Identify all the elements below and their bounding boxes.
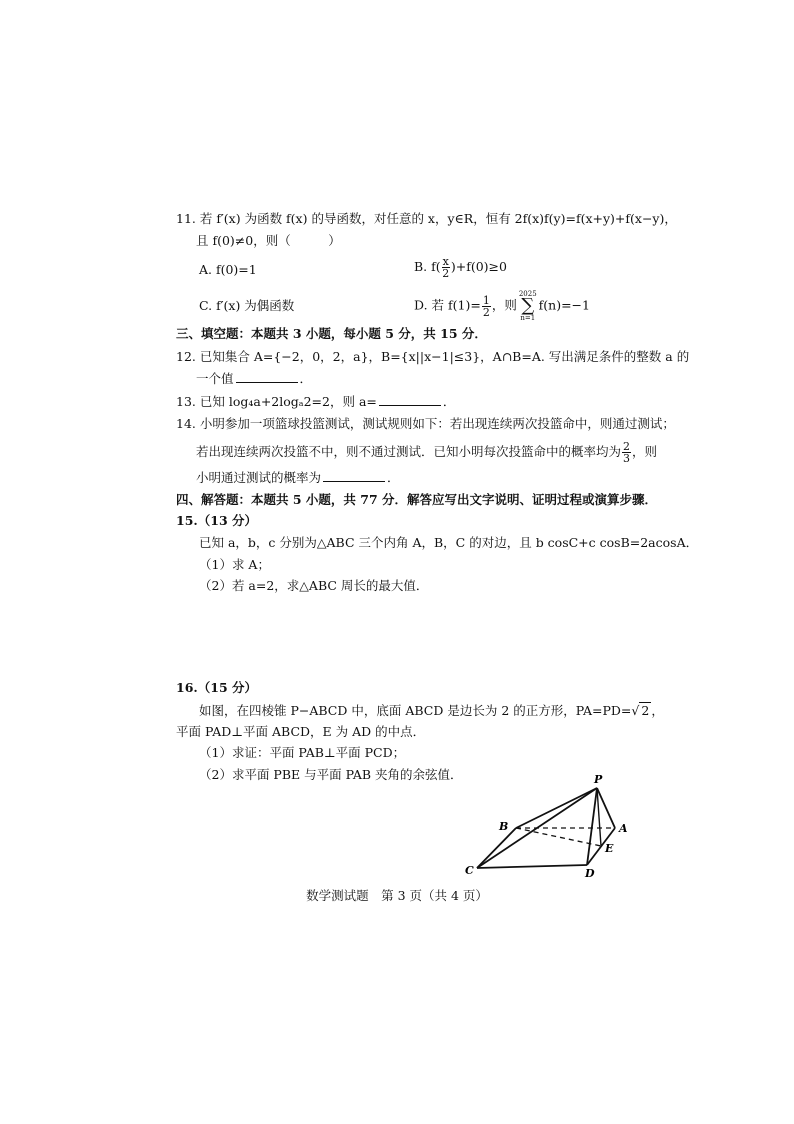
- q11-option-b-den: 2: [442, 267, 450, 280]
- q11-line1: 11. 若 f′(x) 为函数 f(x) 的导函数，对任意的 x，y∈R，恒有 2f(x)f(y)=f(x+y)+f(x−y)，: [176, 211, 677, 226]
- q11-option-d: [414, 290, 590, 322]
- q11-option-d-mid: ，则: [491, 297, 517, 313]
- q14-line3-pre: 小明通过测试的概率为: [196, 470, 322, 485]
- q12-line1: 12. 已知集合 A={−2，0，2，a}，B={x||x−1|≤3}，A∩B=A. 写出满足条件的整数 a 的: [176, 349, 690, 364]
- q11-option-d-sum-sym: ∑: [521, 295, 535, 316]
- q14-frac: [622, 441, 631, 464]
- q11-option-d-sum-bottom: n=1: [520, 314, 536, 322]
- q11-option-a: A. f(0)=1: [199, 262, 257, 277]
- q11-option-b: [414, 256, 507, 279]
- label-d: D: [585, 867, 595, 880]
- q14-frac-num: 2: [623, 440, 631, 453]
- q16-sqrt-radicand: 2: [641, 703, 650, 718]
- q11-option-d-den: 2: [482, 305, 490, 319]
- q15-part1: （1）求 A；: [199, 557, 270, 572]
- q16-part2: （2）求平面 PBE 与平面 PAB 夹角的余弦值．: [199, 767, 463, 782]
- edge-pb: [516, 788, 597, 828]
- q14-line1: 14. 小明参加一项篮球投篮测试，测试规则如下：若出现连续两次投篮命中，则通过测试；: [176, 416, 675, 431]
- edge-be-dashed: [516, 828, 601, 846]
- q14-line3: [196, 469, 400, 487]
- q14-line2-pre: 若出现连续两次投篮不中，则不通过测试．已知小明每次投篮命中的概率均为: [196, 444, 622, 459]
- q11-option-b-post: )+f(0)≥0: [450, 259, 507, 274]
- q11-option-b-pre: B. f(: [414, 259, 441, 274]
- q13-post: ．: [442, 394, 456, 409]
- section-3-heading: 三、填空题：本题共 3 小题，每小题 5 分，共 15 分．: [176, 326, 487, 341]
- q12-line2-pre: 一个值: [196, 371, 234, 386]
- q11-option-b-num: x: [442, 255, 449, 268]
- q16-line1-pre: 如图，在四棱锥 P−ABCD 中，底面 ABCD 是边长为 2 的正方形，PA=PD=√: [199, 703, 640, 718]
- q14-answer-blank: [323, 469, 385, 482]
- label-b: B: [499, 820, 509, 833]
- q15-part2: （2）若 a=2，求△ABC 周长的最大值．: [199, 578, 429, 593]
- q11-option-b-frac: [442, 256, 450, 279]
- q12-answer-blank: [236, 370, 298, 383]
- q11-option-d-sum-top: 2025: [518, 290, 537, 298]
- label-p: P: [594, 773, 603, 786]
- edge-bc: [477, 828, 516, 868]
- q15-title: 15.（13 分）: [176, 513, 257, 528]
- q16-title: 16.（15 分）: [176, 680, 257, 695]
- label-c: C: [465, 864, 474, 877]
- q11-line2: 且 f(0)≠0，则（ ）: [196, 233, 341, 248]
- q13-pre: 13. 已知 log₄a+2logₐ2=2，则 a=: [176, 394, 377, 409]
- q13-line: [176, 393, 455, 411]
- pyramid-figure: [455, 770, 640, 882]
- q11-option-c: C. f′(x) 为偶函数: [199, 298, 295, 313]
- label-e: E: [605, 842, 614, 855]
- q16-line2: 平面 PAD⊥平面 ABCD，E 为 AD 的中点．: [176, 724, 426, 739]
- label-a: A: [619, 822, 628, 835]
- q16-line1-post: ，: [651, 703, 664, 718]
- q13-answer-blank: [379, 393, 441, 406]
- q16-line1: [199, 702, 664, 720]
- q11-option-d-num: 1: [482, 293, 490, 307]
- q14-line2-post: ，则: [632, 444, 658, 459]
- q16-part1: （1）求证：平面 PAB⊥平面 PCD；: [199, 745, 406, 760]
- q11-option-d-frac: [482, 295, 491, 318]
- q12-line2-post: ．: [299, 371, 313, 386]
- q15-line1: 已知 a，b，c 分别为△ABC 三个内角 A，B，C 的对边，且 b cosC+c cosB=2acosA．: [199, 535, 699, 550]
- q14-line2: [196, 441, 657, 464]
- q14-line3-post: ．: [387, 470, 400, 485]
- q11-option-d-pre: D. 若 f(1)=: [414, 297, 481, 313]
- q12-line2: [196, 370, 312, 388]
- q11-option-d-sum: [519, 290, 537, 322]
- section-4-heading: 四、解答题：本题共 5 小题，共 77 分．解答应写出文字说明、证明过程或演算步骤．: [176, 492, 658, 507]
- edge-cd: [477, 865, 587, 868]
- page-footer: 数学测试题 第 3 页（共 4 页）: [306, 888, 488, 903]
- q14-frac-den: 3: [623, 452, 631, 465]
- q11-option-d-post: f(n)=−1: [538, 297, 590, 313]
